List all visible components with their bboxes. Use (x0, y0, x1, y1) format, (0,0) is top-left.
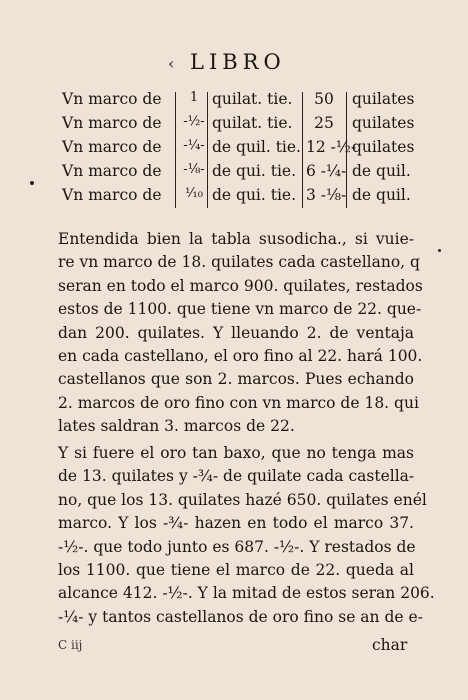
text-line: dan 200. quilates. Y lleuando 2. de ventaja (58, 323, 414, 342)
ink-speck (30, 181, 34, 185)
row-value-unit: de quil. (352, 186, 411, 204)
text-line: 2. marcos de oro fino con vn marco de 18. qui (58, 393, 419, 412)
text-line: Entendida bien la tabla susodicha., si vuie- (58, 230, 414, 248)
text-line: los 1100. que tiene el marco de 22. queda al (58, 561, 414, 580)
row-label: Vn marco de (62, 186, 162, 204)
catchword: char (372, 636, 408, 654)
text-line: estos de 1100. que tiene vn marco de 22. que- (58, 300, 422, 319)
row-value-unit: de quil. (352, 162, 411, 180)
paragraph-1 (58, 228, 423, 439)
row-label: Vn marco de (62, 114, 162, 132)
row-fraction: ¹⁄₁₀ (185, 186, 203, 201)
text-line: marco. Y los -¾- hazen en todo el marco 37. (58, 514, 414, 533)
row-value: 6 -¼- (306, 162, 347, 180)
row-unit: quilat. tie. (212, 114, 293, 132)
row-fraction: -⅛- (183, 162, 205, 177)
row-unit: de qui. tie. (212, 162, 297, 180)
header-ornament: ‹ (168, 54, 175, 73)
text-line: re vn marco de 18. quilates cada castellano, q (58, 253, 420, 272)
row-value: 12 -½- (306, 138, 357, 156)
text-line: en cada castellano, el oro fino al 22. hará 100. (58, 347, 423, 366)
row-value: 50 (314, 90, 334, 108)
row-value-unit: quilates (352, 138, 415, 156)
page-footer (0, 636, 468, 660)
row-fraction: -¼- (183, 138, 205, 153)
text-line: seran en todo el marco 900. quilates, restados (58, 276, 423, 295)
row-fraction: 1 (189, 90, 199, 105)
text-line: no, que los 13. quilates hazé 650. quilates enél (58, 490, 427, 509)
text-line: -½-. que todo junto es 687. -½-. Y restados de (58, 537, 416, 556)
table-row (62, 90, 422, 114)
text-line: -¼- y tantos castellanos de oro fino se an de e- (58, 607, 423, 626)
text-line: Y si fuere el oro tan baxo, que no tenga mas (58, 444, 414, 462)
row-label: Vn marco de (62, 138, 162, 156)
row-value-unit: quilates (352, 114, 415, 132)
row-label: Vn marco de (62, 90, 162, 108)
row-value: 3 -⅛- (306, 186, 347, 204)
text-line: alcance 412. -½-. Y la mitad de estos seran 206. (58, 584, 435, 603)
page-header (0, 50, 468, 84)
ink-speck (438, 249, 441, 252)
table-row (62, 162, 422, 186)
row-unit: de quil. tie. (212, 138, 301, 156)
table-row (62, 138, 422, 162)
row-unit: quilat. tie. (212, 90, 293, 108)
running-title: LIBRO (190, 50, 286, 74)
paragraph-2 (58, 442, 435, 629)
table-row (62, 114, 422, 138)
row-label: Vn marco de (62, 162, 162, 180)
row-value-unit: quilates (352, 90, 415, 108)
row-unit: de qui. tie. (212, 186, 297, 204)
text-line: lates saldran 3. marcos de 22. (58, 417, 295, 436)
signature-mark: C iij (58, 638, 83, 652)
row-value: 25 (314, 114, 334, 132)
text-line: castellanos que son 2. marcos. Pues echando (58, 370, 414, 389)
table-row (62, 186, 422, 210)
row-fraction: -½- (183, 114, 205, 129)
text-line: de 13. quilates y -¾- de quilate cada castella- (58, 467, 415, 486)
